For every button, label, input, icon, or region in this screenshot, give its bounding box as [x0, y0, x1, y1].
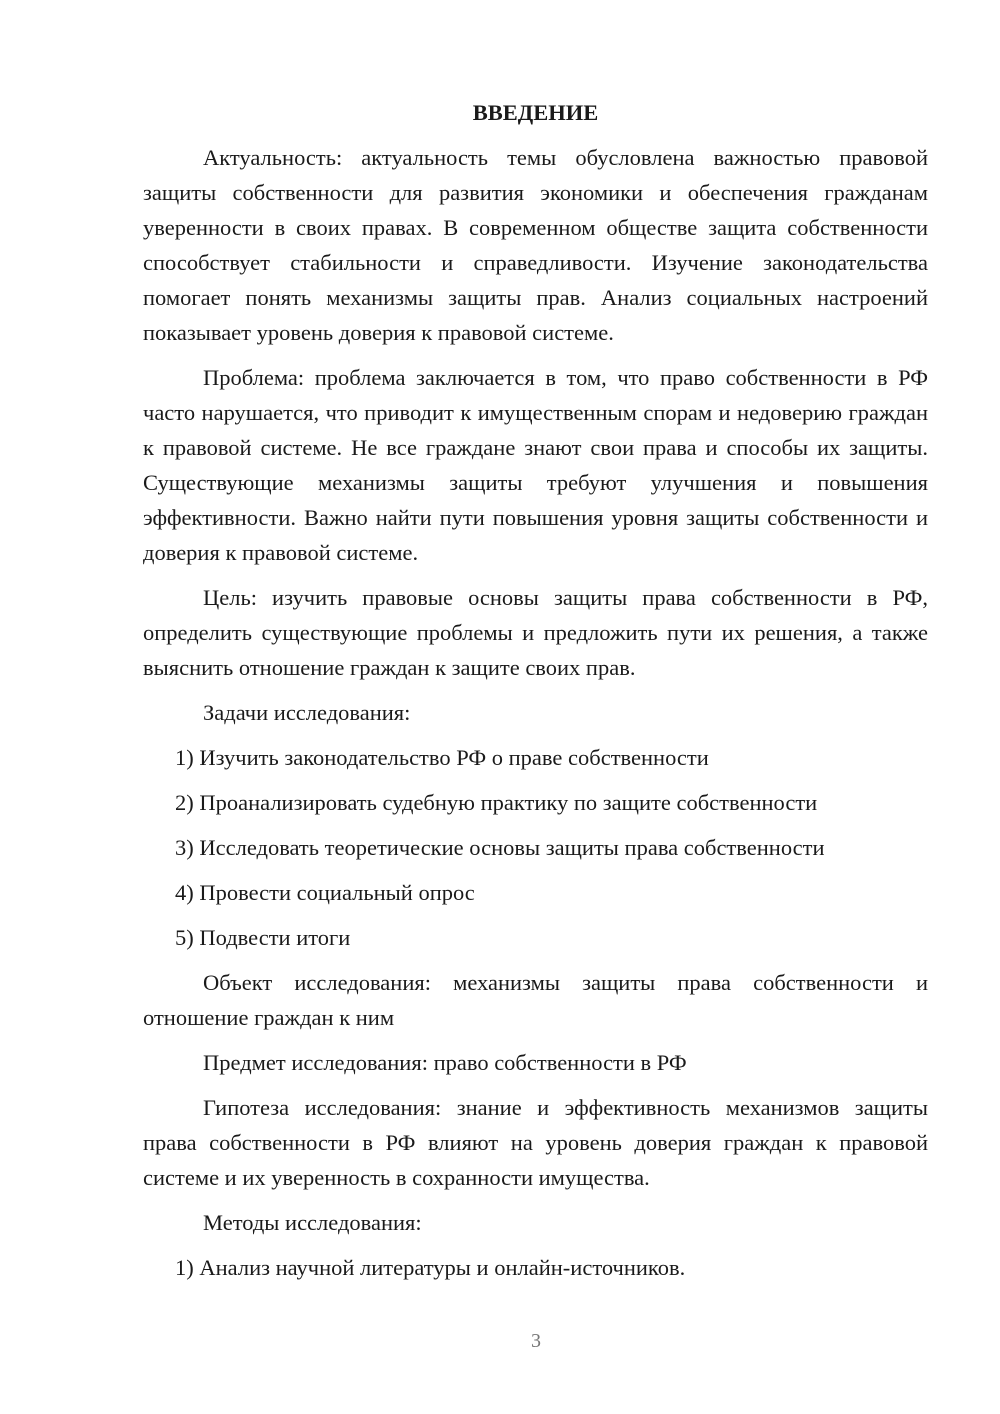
section-title: ВВЕДЕНИЕ: [472, 100, 599, 125]
list-item: 2) Проанализировать судебную практику по защите собственности: [175, 790, 818, 815]
list-item: 3) Исследовать теоретические основы защиты права собственности: [175, 835, 825, 860]
object-paragraph: Объект исследования: механизмы защиты права собственности и отношение граждан к ним: [143, 970, 928, 1030]
relevance-paragraph: Актуальность: актуальность темы обусловлена важностью правовой защиты собственности для развития экономики и обеспечения гражданам уверенности в своих правах. В современном обществе защита собственности способствует стабильности и справедливости. Изучение законодательства помогает понять механизмы защиты прав. Анализ социальных настроений показывает уровень доверия к правовой системе.: [143, 145, 928, 345]
list-item: 1) Анализ научной литературы и онлайн-источников.: [175, 1255, 686, 1280]
methods-list: [143, 1250, 928, 1285]
tasks-heading: Задачи исследования:: [203, 700, 411, 725]
tasks-list: [143, 740, 928, 955]
problem-paragraph: Проблема: проблема заключается в том, что право собственности в РФ часто нарушается, что приводит к имущественным спорам и недоверию граждан к правовой системе. Не все граждане знают свои права и способы их защиты. Существующие механизмы защиты требуют улучшения и повышения эффективности. Важно найти пути повышения уровня защиты собственности и доверия к правовой системе.: [143, 365, 928, 565]
list-item: 4) Провести социальный опрос: [175, 880, 475, 905]
methods-heading: Методы исследования:: [203, 1210, 422, 1235]
subject-paragraph: Предмет исследования: право собственности в РФ: [203, 1050, 687, 1075]
page-number: 3: [531, 1330, 541, 1352]
hypothesis-paragraph: Гипотеза исследования: знание и эффективность механизмов защиты права собственности в РФ влияют на уровень доверия граждан к правовой системе и их уверенность в сохранности имущества.: [143, 1095, 928, 1190]
document-page: [143, 95, 928, 1295]
list-item: 1) Изучить законодательство РФ о праве собственности: [175, 745, 709, 770]
list-item: 5) Подвести итоги: [175, 925, 351, 950]
goal-paragraph: Цель: изучить правовые основы защиты права собственности в РФ, определить существующие проблемы и предложить пути их решения, а также выяснить отношение граждан к защите своих прав.: [143, 585, 928, 680]
